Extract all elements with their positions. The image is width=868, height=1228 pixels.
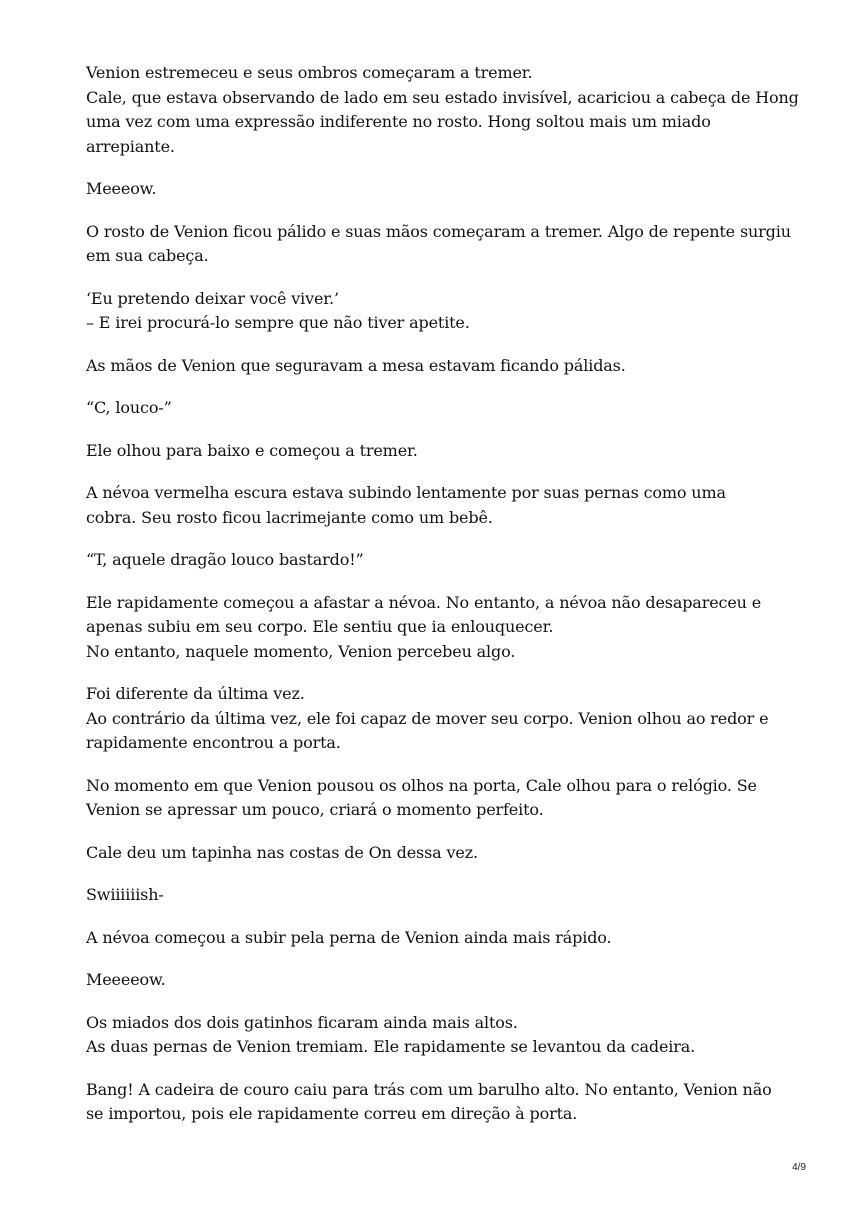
text-line: Foi diferente da última vez. bbox=[86, 684, 305, 703]
paragraph bbox=[86, 1011, 786, 1060]
text-line: Meeeeow. bbox=[86, 970, 166, 989]
text-line: Swiiiiiish- bbox=[86, 885, 164, 904]
text-line: A névoa vermelha escura estava subindo lentamente por suas pernas como uma bbox=[86, 483, 726, 502]
text-line: A névoa começou a subir pela perna de Venion ainda mais rápido. bbox=[86, 927, 612, 947]
paragraph bbox=[86, 1078, 786, 1127]
text-line: “C, louco-” bbox=[86, 398, 172, 417]
text-line: Os miados dos dois gatinhos ficaram ainda mais altos. bbox=[86, 1012, 518, 1032]
text-line: Cale, que estava observando de lado em seu estado invisível, acariciou a cabeça de Hong bbox=[86, 87, 799, 107]
text-line: cobra. Seu rosto ficou lacrimejante como um bebê. bbox=[86, 507, 493, 527]
page-body bbox=[86, 61, 799, 1145]
paragraph bbox=[86, 287, 786, 336]
text-line: em sua cabeça. bbox=[86, 246, 209, 265]
text-line: Meeeow. bbox=[86, 179, 157, 198]
text-line: uma vez com uma expressão indiferente no rosto. Hong soltou mais um miado bbox=[86, 112, 711, 131]
paragraph bbox=[86, 682, 786, 756]
paragraph bbox=[86, 883, 786, 908]
text-line: Ele rapidamente começou a afastar a névoa. No entanto, a névoa não desapareceu e bbox=[86, 592, 762, 612]
text-line: ‘Eu pretendo deixar você viver.’ bbox=[86, 288, 339, 308]
paragraph bbox=[86, 177, 786, 202]
paragraph bbox=[86, 774, 786, 823]
text-line: “T, aquele dragão louco bastardo!” bbox=[86, 550, 364, 569]
text-line: se importou, pois ele rapidamente correu em direção à porta. bbox=[86, 1104, 578, 1123]
text-line: rapidamente encontrou a porta. bbox=[86, 733, 341, 752]
paragraph bbox=[86, 591, 786, 665]
paragraph bbox=[86, 968, 786, 993]
text-line: As duas pernas de Venion tremiam. Ele rapidamente se levantou da cadeira. bbox=[86, 1037, 696, 1056]
text-line: Ao contrário da última vez, ele foi capaz de mover seu corpo. Venion olhou ao redor e bbox=[86, 708, 769, 728]
paragraph bbox=[86, 548, 786, 573]
paragraph bbox=[86, 841, 786, 866]
text-line: No momento em que Venion pousou os olhos na porta, Cale olhou para o relógio. Se bbox=[86, 775, 757, 795]
text-line: Cale deu um tapinha nas costas de On dessa vez. bbox=[86, 842, 478, 862]
text-line: Ele olhou para baixo e começou a tremer. bbox=[86, 440, 418, 460]
text-line: arrepiante. bbox=[86, 136, 175, 156]
paragraph bbox=[86, 396, 786, 421]
paragraph bbox=[86, 439, 786, 464]
paragraph bbox=[86, 61, 799, 159]
paragraph bbox=[86, 481, 786, 530]
paragraph bbox=[86, 354, 786, 379]
text-line: Venion estremeceu e seus ombros começaram a tremer. bbox=[86, 63, 533, 82]
text-line: Venion se apressar um pouco, criará o momento perfeito. bbox=[86, 800, 544, 819]
text-line: O rosto de Venion ficou pálido e suas mãos começaram a tremer. Algo de repente surgiu bbox=[86, 221, 791, 241]
paragraph bbox=[86, 220, 791, 269]
page-number: 4/9 bbox=[792, 1162, 806, 1173]
text-line: Bang! A cadeira de couro caiu para trás com um barulho alto. No entanto, Venion não bbox=[86, 1079, 772, 1099]
text-line: – E irei procurá-lo sempre que não tiver apetite. bbox=[86, 313, 470, 332]
text-line: No entanto, naquele momento, Venion percebeu algo. bbox=[86, 641, 516, 661]
text-line: apenas subiu em seu corpo. Ele sentiu que ia enlouquecer. bbox=[86, 617, 554, 636]
text-line: As mãos de Venion que seguravam a mesa estavam ficando pálidas. bbox=[86, 355, 626, 375]
paragraph bbox=[86, 926, 786, 951]
